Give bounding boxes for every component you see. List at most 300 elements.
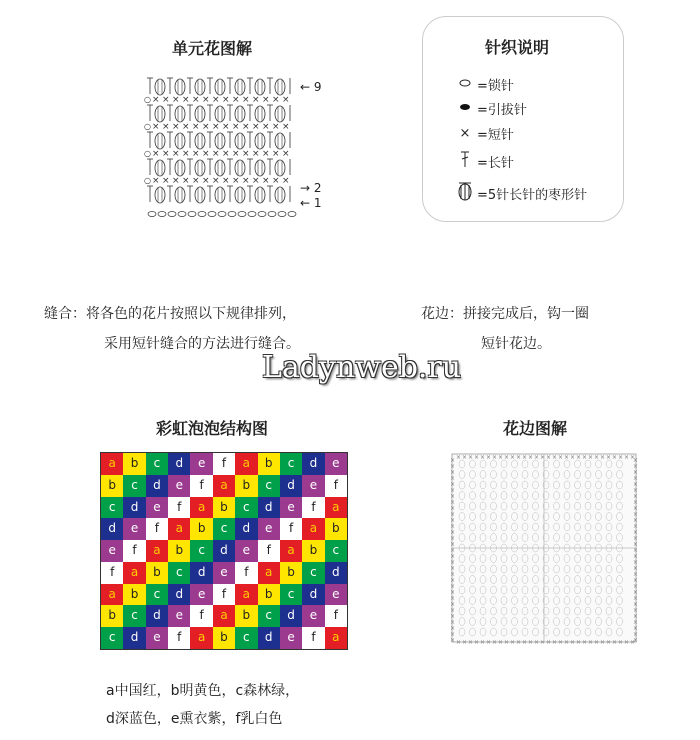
legend-label: =短针 — [477, 128, 514, 143]
grid-cell-d: d — [325, 562, 347, 584]
grid-cell-f: f — [258, 540, 280, 562]
svg-text:×: × — [516, 454, 522, 461]
svg-text:×: × — [232, 95, 240, 105]
legend-item-slip — [457, 99, 527, 118]
svg-text:×: × — [192, 122, 200, 132]
grid-cell-e: e — [325, 453, 347, 475]
grid-cell-a: a — [325, 627, 347, 649]
svg-text:○: ○ — [144, 176, 151, 185]
svg-text:×: × — [540, 639, 546, 646]
svg-text:×: × — [480, 454, 486, 461]
svg-text:×: × — [522, 454, 528, 461]
svg-text:×: × — [262, 176, 270, 186]
grid-cell-a: a — [190, 497, 212, 519]
svg-text:×: × — [450, 613, 456, 620]
row-1-number: 1 — [313, 196, 322, 210]
svg-text:×: × — [282, 95, 290, 105]
svg-text:×: × — [272, 176, 280, 186]
svg-text:×: × — [252, 122, 260, 132]
svg-text:×: × — [212, 122, 220, 132]
edging-title: 花边图解 — [503, 419, 568, 438]
svg-text:×: × — [450, 529, 456, 536]
svg-text:×: × — [534, 639, 540, 646]
svg-text:×: × — [162, 95, 170, 105]
svg-text:×: × — [222, 176, 230, 186]
grid-cell-f: f — [190, 605, 212, 627]
svg-text:×: × — [212, 176, 220, 186]
grid-cell-b: b — [213, 497, 235, 519]
color-key-line1: a中国红，b明黄色，c森林绿， — [106, 683, 300, 699]
svg-text:×: × — [242, 149, 250, 159]
grid-cell-a: a — [123, 562, 145, 584]
grid-cell-d: d — [123, 627, 145, 649]
grid-cell-b: b — [258, 584, 280, 606]
grid-cell-b: b — [168, 540, 190, 562]
svg-text:×: × — [633, 535, 639, 542]
svg-text:×: × — [510, 454, 516, 461]
svg-text:×: × — [633, 481, 639, 488]
grid-cell-d: d — [280, 475, 302, 497]
grid-cell-f: f — [213, 453, 235, 475]
svg-text:×: × — [212, 149, 220, 159]
svg-text:×: × — [492, 639, 498, 646]
grid-cell-c: c — [123, 475, 145, 497]
legend-item-double — [457, 150, 514, 172]
svg-text:×: × — [570, 639, 576, 646]
svg-text:×: × — [624, 639, 630, 646]
svg-text:×: × — [564, 639, 570, 646]
row-label-9: ← 9 — [300, 80, 322, 94]
seam-instruction-line2: 采用短针缝合的方法进行缝合。 — [104, 336, 300, 352]
svg-text:×: × — [192, 176, 200, 186]
svg-text:×: × — [202, 149, 210, 159]
grid-cell-e: e — [325, 584, 347, 606]
grid-cell-a: a — [302, 518, 324, 540]
grid-cell-c: c — [123, 605, 145, 627]
svg-text:×: × — [486, 639, 492, 646]
svg-text:×: × — [450, 469, 456, 476]
grid-cell-e: e — [235, 540, 257, 562]
grid-cell-d: d — [280, 605, 302, 627]
grid-cell-c: c — [101, 497, 123, 519]
svg-text:×: × — [162, 122, 170, 132]
svg-text:×: × — [450, 625, 456, 632]
svg-text:×: × — [450, 637, 456, 644]
svg-text:×: × — [552, 639, 558, 646]
svg-text:×: × — [540, 454, 546, 461]
svg-text:×: × — [633, 613, 639, 620]
svg-text:×: × — [282, 149, 290, 159]
grid-cell-c: c — [146, 584, 168, 606]
svg-text:×: × — [450, 631, 456, 638]
svg-text:×: × — [202, 122, 210, 132]
grid-cell-e: e — [302, 475, 324, 497]
grid-cell-d: d — [168, 453, 190, 475]
grid-cell-c: c — [235, 627, 257, 649]
grid-cell-a: a — [258, 562, 280, 584]
svg-text:×: × — [606, 639, 612, 646]
svg-text:×: × — [633, 499, 639, 506]
svg-text:○: ○ — [144, 149, 151, 158]
svg-text:×: × — [633, 511, 639, 518]
grid-cell-b: b — [235, 605, 257, 627]
grid-cell-b: b — [123, 453, 145, 475]
grid-cell-d: d — [168, 584, 190, 606]
svg-text:×: × — [450, 547, 456, 554]
grid-cell-f: f — [280, 518, 302, 540]
row-9-number: 9 — [313, 80, 322, 94]
single-crochet-icon: × — [459, 126, 471, 141]
svg-text:×: × — [630, 454, 636, 461]
svg-text:×: × — [450, 475, 456, 482]
svg-text:×: × — [182, 176, 190, 186]
svg-text:×: × — [462, 454, 468, 461]
svg-text:×: × — [633, 565, 639, 572]
grid-cell-a: a — [280, 540, 302, 562]
svg-text:×: × — [633, 583, 639, 590]
legend-item-single — [457, 124, 514, 143]
grid-cell-d: d — [190, 562, 212, 584]
svg-text:×: × — [262, 95, 270, 105]
svg-text:×: × — [172, 95, 180, 105]
svg-text:×: × — [633, 523, 639, 530]
svg-text:×: × — [450, 487, 456, 494]
svg-text:×: × — [546, 639, 552, 646]
svg-text:×: × — [492, 454, 498, 461]
svg-text:×: × — [633, 457, 639, 464]
svg-text:×: × — [152, 122, 160, 132]
legend-label: =5针长针的枣形针 — [477, 187, 588, 203]
grid-cell-d: d — [302, 453, 324, 475]
grid-cell-f: f — [168, 497, 190, 519]
edging-diagram — [448, 450, 640, 646]
svg-text:×: × — [450, 571, 456, 578]
svg-text:×: × — [262, 149, 270, 159]
svg-text:×: × — [516, 639, 522, 646]
svg-text:×: × — [252, 95, 260, 105]
svg-text:×: × — [633, 469, 639, 476]
svg-text:×: × — [633, 553, 639, 560]
grid-cell-c: c — [258, 605, 280, 627]
grid-cell-e: e — [213, 562, 235, 584]
svg-text:×: × — [576, 454, 582, 461]
grid-cell-a: a — [101, 453, 123, 475]
grid-cell-f: f — [123, 540, 145, 562]
svg-text:×: × — [242, 176, 250, 186]
svg-text:×: × — [456, 639, 462, 646]
svg-text:×: × — [450, 481, 456, 488]
slip-stitch-icon — [457, 101, 473, 116]
svg-text:×: × — [282, 176, 290, 186]
grid-cell-f: f — [168, 627, 190, 649]
svg-text:×: × — [633, 529, 639, 536]
svg-text:×: × — [468, 639, 474, 646]
svg-text:○: ○ — [144, 122, 151, 131]
grid-cell-c: c — [168, 562, 190, 584]
rainbow-title: 彩虹泡泡结构图 — [156, 419, 269, 438]
seam-instruction-line1: 缝合：将各色的花片按照以下规律排列， — [44, 306, 296, 322]
grid-cell-e: e — [101, 540, 123, 562]
grid-cell-e: e — [280, 627, 302, 649]
svg-text:×: × — [612, 454, 618, 461]
svg-text:×: × — [633, 637, 639, 644]
svg-text:×: × — [480, 639, 486, 646]
svg-text:×: × — [172, 149, 180, 159]
svg-text:×: × — [182, 149, 190, 159]
grid-cell-e: e — [280, 497, 302, 519]
svg-text:×: × — [222, 122, 230, 132]
svg-text:×: × — [252, 149, 260, 159]
grid-cell-c: c — [190, 540, 212, 562]
grid-cell-e: e — [168, 475, 190, 497]
svg-text:×: × — [633, 601, 639, 608]
svg-text:×: × — [152, 95, 160, 105]
svg-text:×: × — [633, 505, 639, 512]
row-label-1: ← 1 — [300, 196, 322, 210]
grid-cell-b: b — [235, 475, 257, 497]
svg-text:×: × — [450, 565, 456, 572]
grid-cell-a: a — [235, 584, 257, 606]
svg-text:×: × — [588, 639, 594, 646]
grid-cell-a: a — [235, 453, 257, 475]
edge-instruction-line2: 短针花边。 — [481, 336, 551, 352]
svg-text:×: × — [450, 523, 456, 530]
grid-cell-a: a — [213, 605, 235, 627]
grid-cell-d: d — [302, 584, 324, 606]
svg-text:×: × — [600, 454, 606, 461]
svg-text:×: × — [570, 454, 576, 461]
svg-text:×: × — [450, 559, 456, 566]
grid-cell-d: d — [258, 627, 280, 649]
legend-title: 针织说明 — [485, 38, 550, 57]
svg-text:○: ○ — [144, 95, 151, 104]
svg-text:×: × — [594, 639, 600, 646]
svg-text:×: × — [450, 619, 456, 626]
grid-cell-c: c — [280, 584, 302, 606]
svg-text:×: × — [212, 95, 220, 105]
chain-icon — [457, 77, 473, 92]
svg-text:×: × — [182, 122, 190, 132]
svg-text:×: × — [222, 149, 230, 159]
svg-text:×: × — [252, 176, 260, 186]
svg-text:×: × — [633, 487, 639, 494]
legend-label: =引拔针 — [477, 103, 527, 118]
svg-text:×: × — [232, 176, 240, 186]
grid-cell-b: b — [123, 584, 145, 606]
grid-cell-f: f — [101, 562, 123, 584]
svg-text:×: × — [450, 583, 456, 590]
grid-cell-b: b — [213, 627, 235, 649]
svg-text:×: × — [630, 639, 636, 646]
svg-text:×: × — [450, 541, 456, 548]
svg-text:×: × — [633, 517, 639, 524]
svg-text:×: × — [594, 454, 600, 461]
svg-text:×: × — [450, 607, 456, 614]
grid-cell-f: f — [302, 627, 324, 649]
grid-cell-f: f — [302, 497, 324, 519]
svg-text:×: × — [152, 149, 160, 159]
svg-text:×: × — [504, 639, 510, 646]
grid-cell-e: e — [168, 605, 190, 627]
grid-cell-c: c — [146, 453, 168, 475]
svg-text:×: × — [450, 505, 456, 512]
svg-text:×: × — [262, 122, 270, 132]
rainbow-color-grid — [100, 452, 348, 650]
grid-cell-e: e — [123, 518, 145, 540]
svg-text:×: × — [172, 176, 180, 186]
svg-text:×: × — [618, 639, 624, 646]
svg-text:×: × — [576, 639, 582, 646]
grid-cell-b: b — [325, 518, 347, 540]
grid-cell-e: e — [146, 497, 168, 519]
svg-text:×: × — [633, 571, 639, 578]
svg-text:×: × — [633, 631, 639, 638]
svg-text:×: × — [558, 639, 564, 646]
grid-cell-c: c — [213, 518, 235, 540]
row-2-number: 2 — [313, 181, 322, 195]
svg-text:×: × — [552, 454, 558, 461]
unit-diagram-title: 单元花图解 — [172, 39, 253, 58]
grid-cell-c: c — [258, 475, 280, 497]
grid-cell-f: f — [190, 475, 212, 497]
svg-text:×: × — [633, 619, 639, 626]
color-key-line2: d深蓝色，e熏衣紫，f乳白色 — [106, 711, 283, 727]
svg-text:×: × — [633, 559, 639, 566]
svg-text:×: × — [272, 122, 280, 132]
svg-text:×: × — [172, 122, 180, 132]
svg-text:×: × — [450, 601, 456, 608]
edge-instruction-line1: 花边：拼接完成后，钩一圈 — [421, 306, 589, 322]
svg-text:×: × — [633, 475, 639, 482]
svg-text:×: × — [582, 454, 588, 461]
grid-cell-e: e — [146, 627, 168, 649]
svg-text:×: × — [633, 493, 639, 500]
grid-cell-b: b — [101, 605, 123, 627]
cluster-icon — [457, 181, 473, 205]
svg-text:×: × — [558, 454, 564, 461]
svg-text:×: × — [498, 639, 504, 646]
svg-text:×: × — [202, 176, 210, 186]
grid-cell-d: d — [258, 497, 280, 519]
stitch-legend — [422, 16, 624, 222]
grid-cell-b: b — [302, 540, 324, 562]
svg-text:×: × — [522, 639, 528, 646]
svg-text:×: × — [272, 95, 280, 105]
svg-text:×: × — [192, 149, 200, 159]
grid-cell-a: a — [213, 475, 235, 497]
row-label-2: → 2 — [300, 181, 322, 195]
grid-cell-a: a — [146, 540, 168, 562]
svg-text:×: × — [450, 577, 456, 584]
svg-text:×: × — [450, 499, 456, 506]
svg-text:×: × — [612, 639, 618, 646]
grid-cell-c: c — [101, 627, 123, 649]
svg-text:×: × — [242, 122, 250, 132]
grid-cell-d: d — [235, 518, 257, 540]
svg-text:×: × — [618, 454, 624, 461]
grid-cell-c: c — [302, 562, 324, 584]
svg-text:×: × — [272, 149, 280, 159]
svg-text:×: × — [182, 95, 190, 105]
grid-cell-a: a — [190, 627, 212, 649]
svg-text:×: × — [462, 639, 468, 646]
double-crochet-icon — [457, 150, 473, 172]
svg-text:×: × — [564, 454, 570, 461]
svg-text:×: × — [450, 535, 456, 542]
svg-text:×: × — [450, 493, 456, 500]
grid-cell-c: c — [280, 453, 302, 475]
svg-text:×: × — [588, 454, 594, 461]
svg-text:×: × — [546, 454, 552, 461]
svg-text:×: × — [528, 454, 534, 461]
svg-text:×: × — [450, 463, 456, 470]
legend-label: =长针 — [477, 155, 514, 171]
grid-cell-e: e — [190, 584, 212, 606]
grid-cell-e: e — [190, 453, 212, 475]
svg-text:×: × — [152, 176, 160, 186]
grid-cell-f: f — [325, 605, 347, 627]
svg-text:×: × — [633, 547, 639, 554]
svg-text:×: × — [633, 607, 639, 614]
grid-cell-e: e — [258, 518, 280, 540]
grid-cell-b: b — [146, 562, 168, 584]
svg-text:×: × — [534, 454, 540, 461]
svg-text:×: × — [162, 176, 170, 186]
svg-text:×: × — [468, 454, 474, 461]
svg-text:×: × — [450, 589, 456, 596]
svg-text:×: × — [282, 122, 290, 132]
svg-text:×: × — [202, 95, 210, 105]
svg-text:×: × — [222, 95, 230, 105]
grid-cell-a: a — [101, 584, 123, 606]
grid-cell-a: a — [325, 497, 347, 519]
grid-cell-f: f — [213, 584, 235, 606]
svg-text:×: × — [600, 639, 606, 646]
grid-cell-b: b — [258, 453, 280, 475]
svg-text:×: × — [633, 463, 639, 470]
svg-text:×: × — [456, 454, 462, 461]
grid-cell-b: b — [190, 518, 212, 540]
grid-cell-d: d — [146, 605, 168, 627]
grid-cell-b: b — [101, 475, 123, 497]
grid-cell-d: d — [101, 518, 123, 540]
svg-text:×: × — [633, 589, 639, 596]
svg-text:×: × — [232, 149, 240, 159]
svg-text:×: × — [450, 457, 456, 464]
svg-text:×: × — [450, 595, 456, 602]
svg-text:×: × — [633, 625, 639, 632]
svg-text:×: × — [498, 454, 504, 461]
svg-text:×: × — [162, 149, 170, 159]
svg-text:×: × — [486, 454, 492, 461]
grid-cell-f: f — [325, 475, 347, 497]
svg-text:×: × — [450, 517, 456, 524]
svg-text:×: × — [242, 95, 250, 105]
svg-text:×: × — [633, 595, 639, 602]
grid-cell-e: e — [302, 605, 324, 627]
legend-item-chain — [457, 75, 514, 94]
svg-text:×: × — [450, 511, 456, 518]
svg-text:×: × — [528, 639, 534, 646]
svg-text:×: × — [474, 639, 480, 646]
watermark: Ladynweb.ru — [262, 350, 462, 385]
svg-text:×: × — [606, 454, 612, 461]
svg-text:×: × — [504, 454, 510, 461]
legend-item-cluster — [457, 181, 587, 205]
grid-cell-b: b — [280, 562, 302, 584]
grid-cell-d: d — [213, 540, 235, 562]
grid-cell-d: d — [123, 497, 145, 519]
